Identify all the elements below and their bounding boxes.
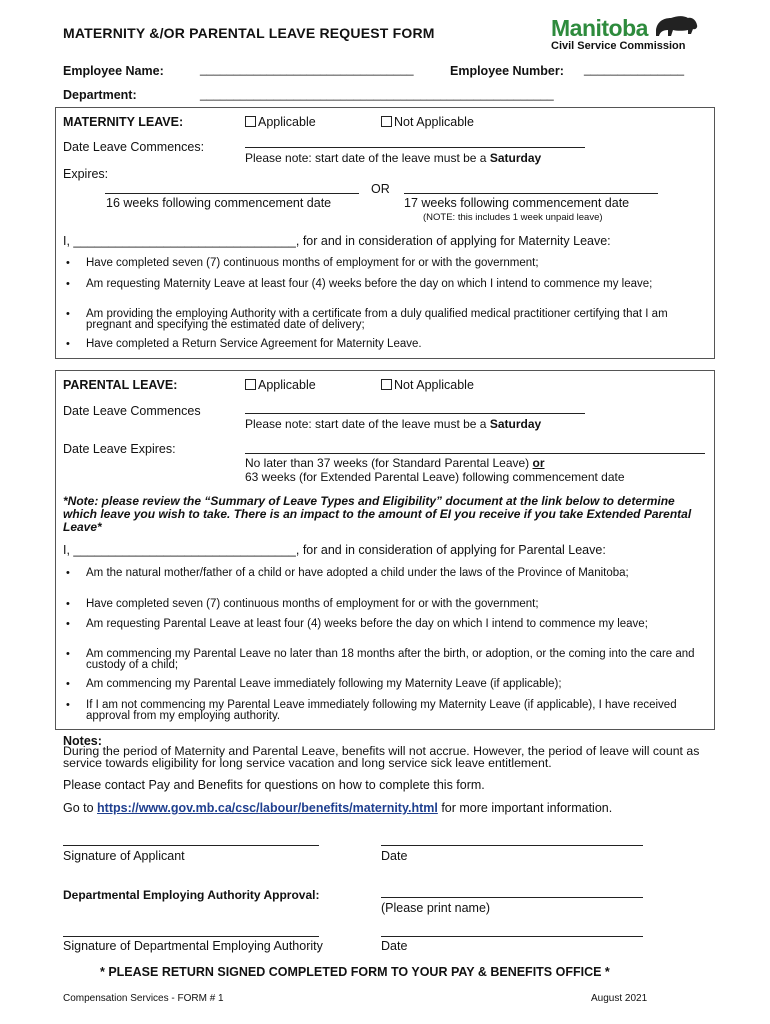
notes-goto: Go to https://www.gov.mb.ca/csc/labour/benefits/maternity.html for more important information.: [63, 801, 613, 815]
list-item: • Have completed seven (7) continuous months of employment for or with the government;: [66, 598, 539, 610]
list-item: • Have completed a Return Service Agreement for Maternity Leave.: [66, 338, 422, 350]
maternity-commences-label: Date Leave Commences:: [63, 140, 205, 154]
department-field[interactable]: _____________________________________________________: [200, 87, 554, 101]
list-item: • Am requesting Maternity Leave at least four (4) weeks before the day on which I intend to commence my leave;: [66, 278, 653, 290]
authority-signature-label: Signature of Departmental Employing Authority: [63, 939, 323, 953]
maternity-info-link[interactable]: https://www.gov.mb.ca/csc/labour/benefits/maternity.html: [97, 801, 438, 815]
form-id: Compensation Services - FORM # 1: [63, 993, 224, 1004]
maternity-not-applicable-checkbox[interactable]: [381, 116, 392, 127]
notes-contact: Please contact Pay and Benefits for questions on how to complete this form.: [63, 778, 485, 792]
parental-consideration: I, ________________________________, for and in consideration of applying for Parental Leave:: [63, 543, 606, 557]
maternity-or-label: OR: [371, 182, 390, 196]
maternity-expires-label: Expires:: [63, 167, 109, 181]
list-item: • Am providing the employing Authority with a certificate from a duly qualified medical practitioner certifying that I am pregnant and specifying the estimated date of delivery;: [66, 308, 668, 331]
authority-date-label: Date: [381, 939, 408, 953]
parental-expires-opt-37: No later than 37 weeks (for Standard Parental Leave) or: [245, 456, 545, 470]
maternity-opt-17-weeks: 17 weeks following commencement date: [404, 196, 630, 210]
authority-signature-field[interactable]: [63, 936, 319, 937]
maternity-opt-17-note: (NOTE: this includes 1 week unpaid leave): [423, 212, 603, 223]
maternity-commences-note: Please note: start date of the leave must be a Saturday: [245, 151, 542, 165]
applicant-date-label: Date: [381, 849, 408, 863]
parental-not-applicable-option[interactable]: [381, 378, 474, 392]
parental-not-applicable-checkbox[interactable]: [381, 379, 392, 390]
maternity-not-applicable-label: Not Applicable: [394, 115, 474, 129]
employee-name-label: Employee Name:: [63, 64, 164, 78]
authority-date-field[interactable]: [381, 936, 643, 937]
parental-applicable-option[interactable]: [245, 378, 316, 392]
print-name-label: (Please print name): [381, 901, 491, 915]
maternity-applicable-label: Applicable: [258, 115, 316, 129]
parental-expires-label: Date Leave Expires:: [63, 442, 176, 456]
parental-applicable-label: Applicable: [258, 378, 316, 392]
approval-label: Departmental Employing Authority Approval:: [63, 888, 320, 902]
applicant-signature-label: Signature of Applicant: [63, 849, 185, 863]
manitoba-logo: [551, 12, 699, 42]
parental-heading: PARENTAL LEAVE:: [63, 378, 178, 392]
employee-number-label: Employee Number:: [450, 64, 564, 78]
applicant-signature-field[interactable]: [63, 845, 319, 846]
list-item: • Am commencing my Parental Leave no later than 18 months after the birth, or adoption, or the coming into the care and custody of a child;: [66, 648, 695, 671]
parental-expires-field[interactable]: [245, 453, 705, 454]
maternity-opt-16-weeks: 16 weeks following commencement date: [106, 196, 332, 210]
logo-subtitle: Civil Service Commission: [551, 40, 686, 52]
list-item: • Am commencing my Parental Leave immediately following my Maternity Leave (if applicable);: [66, 678, 562, 690]
maternity-not-applicable-option[interactable]: [381, 115, 474, 129]
parental-commences-field[interactable]: [245, 413, 585, 414]
parental-commences-label: Date Leave Commences: [63, 404, 201, 418]
parental-expires-opt-63: 63 weeks (for Extended Parental Leave) following commencement date: [245, 470, 625, 484]
parental-applicable-checkbox[interactable]: [245, 379, 256, 390]
approver-name-field[interactable]: [381, 897, 643, 898]
logo-wordmark: Manitoba: [551, 15, 648, 41]
parental-commences-note: Please note: start date of the leave must be a Saturday: [245, 417, 542, 431]
maternity-consideration: I, ________________________________, for and in consideration of applying for Maternity Leave:: [63, 234, 611, 248]
maternity-commences-field[interactable]: [245, 147, 585, 148]
department-label: Department:: [63, 88, 137, 102]
notes-body: During the period of Maternity and Parental Leave, benefits will not accrue. However, the period of leave will count as service towards eligibility for long service vacation and long service sick leave entitlement.: [63, 744, 700, 770]
parental-note: *Note: please review the “Summary of Leave Types and Eligibility” document at the link below to determine which leave you wish to take. There is an impact to the amount of EI you receive if you take Extended Parental Leave*: [63, 494, 692, 534]
maternity-applicable-checkbox[interactable]: [245, 116, 256, 127]
maternity-expires-field-16[interactable]: [105, 193, 359, 194]
notes-heading: Notes:: [63, 734, 102, 748]
applicant-date-field[interactable]: [381, 845, 643, 846]
maternity-expires-field-17[interactable]: [404, 193, 658, 194]
return-instructions: * PLEASE RETURN SIGNED COMPLETED FORM TO YOUR PAY & BENEFITS OFFICE *: [100, 965, 610, 979]
maternity-heading: MATERNITY LEAVE:: [63, 115, 184, 129]
form-title: MATERNITY &/OR PARENTAL LEAVE REQUEST FORM: [63, 25, 435, 41]
bison-icon: [653, 12, 699, 40]
list-item: • Have completed seven (7) continuous months of employment for or with the government;: [66, 257, 539, 269]
maternity-applicable-option[interactable]: [245, 115, 316, 129]
list-item: • Am requesting Parental Leave at least four (4) weeks before the day on which I intend to commence my leave;: [66, 618, 648, 630]
list-item: • Am the natural mother/father of a child or have adopted a child under the laws of the Province of Manitoba;: [66, 567, 629, 579]
list-item: • If I am not commencing my Parental Leave immediately following my Maternity Leave (if applicable), I have received approval from my employing authority.: [66, 699, 677, 722]
form-date: August 2021: [591, 993, 648, 1004]
employee-number-field[interactable]: _______________: [584, 62, 685, 76]
parental-not-applicable-label: Not Applicable: [394, 378, 474, 392]
employee-name-field[interactable]: ________________________________: [200, 62, 414, 76]
